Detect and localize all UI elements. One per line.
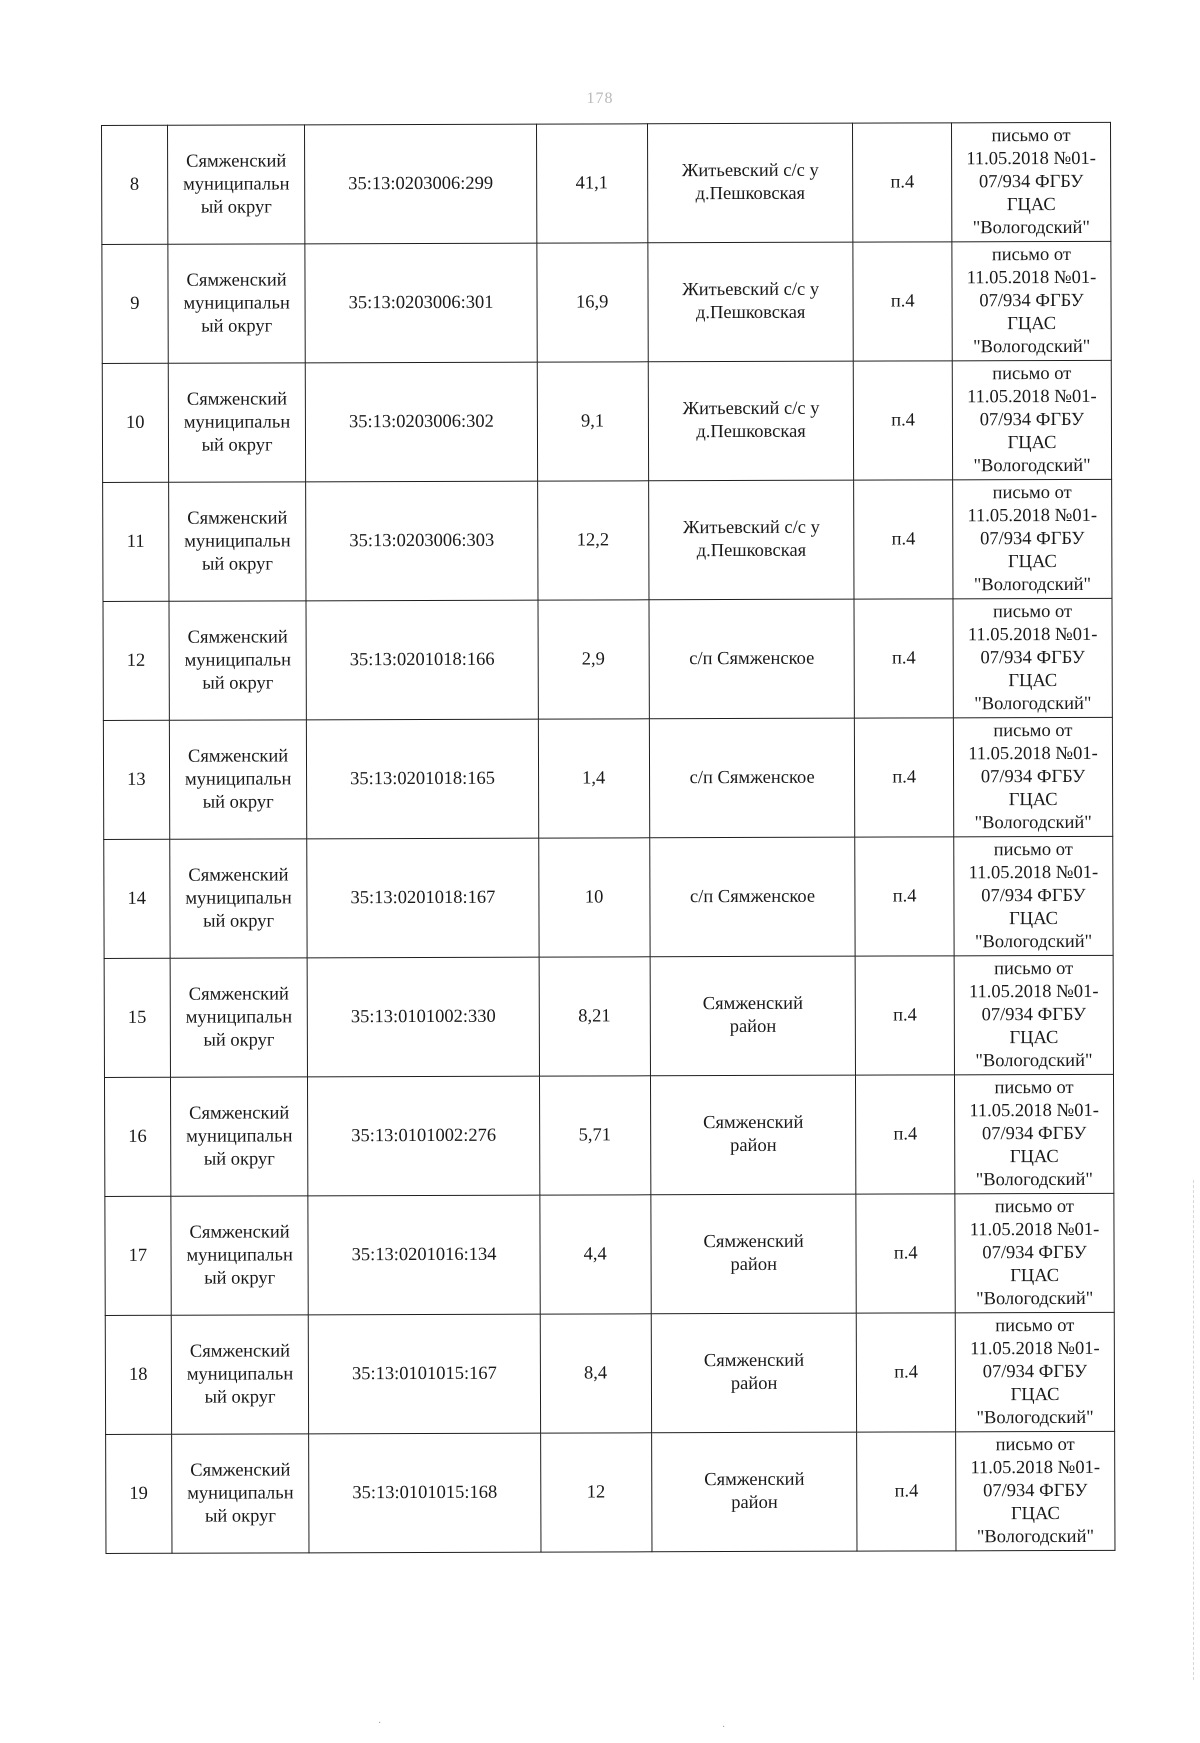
- basis-note-line: 11.05.2018 №01-: [968, 743, 1098, 764]
- clause-cell: п.4: [854, 361, 953, 480]
- district-line: муниципальн: [184, 649, 292, 671]
- basis-note-line: ГЦАС: [1009, 908, 1058, 929]
- cadastral-number-cell: 35:13:0201018:166: [306, 600, 537, 720]
- district-line: муниципальн: [185, 887, 292, 909]
- basis-note-line: 07/934 ФГБУ: [981, 1123, 1087, 1144]
- district-cell: [168, 482, 306, 601]
- cadastral-number-cell: 35:13:0203006:303: [306, 481, 537, 601]
- district-line: Сямженский: [187, 626, 288, 648]
- district-cell: [170, 958, 308, 1077]
- district-line: ый округ: [204, 1505, 277, 1527]
- basis-note-line: ГЦАС: [1007, 432, 1057, 453]
- basis-note-line: письмо от: [992, 363, 1072, 384]
- basis-note-line: 11.05.2018 №01-: [966, 148, 1096, 169]
- basis-note-line: письмо от: [993, 720, 1073, 741]
- district-line: Сямженский: [187, 507, 288, 529]
- basis-note-line: 07/934 ФГБУ: [979, 290, 1084, 311]
- location-cell: [649, 599, 855, 719]
- location-cell: [649, 718, 855, 838]
- scan-speck: ·: [378, 1718, 382, 1729]
- location-cell: [651, 1194, 857, 1314]
- basis-note-line: "Вологодский": [972, 217, 1090, 238]
- clause-cell: п.4: [855, 718, 954, 837]
- district-line: ый округ: [203, 910, 275, 932]
- district-line: ый округ: [204, 1386, 276, 1408]
- district-cell: [167, 125, 305, 244]
- basis-note-line: 07/934 ФГБУ: [979, 409, 1085, 430]
- basis-note-line: 11.05.2018 №01-: [969, 1100, 1099, 1121]
- row-number-cell: 12: [103, 601, 169, 720]
- area-cell: 16,9: [536, 243, 648, 362]
- location-line: Житьевский с/с у: [682, 517, 820, 539]
- district-line: Сямженский: [186, 150, 287, 172]
- district-cell: [171, 1196, 309, 1315]
- location-cell: [647, 123, 853, 243]
- table-body: [102, 122, 1115, 1553]
- table-row: [102, 360, 1111, 482]
- district-line: Сямженский: [189, 1221, 290, 1243]
- table-row: [104, 1074, 1113, 1196]
- district-line: Сямженский: [186, 388, 288, 410]
- cadastral-number-cell: 35:13:0201016:134: [308, 1195, 539, 1315]
- basis-note-line: письмо от: [993, 839, 1073, 860]
- basis-note-line: 07/934 ФГБУ: [980, 528, 1085, 549]
- area-cell: 10: [538, 838, 650, 957]
- basis-note-line: 11.05.2018 №01-: [966, 267, 1097, 288]
- basis-note-line: "Вологодский": [974, 931, 1093, 952]
- district-cell: [169, 720, 307, 839]
- location-line: Житьевский с/с у: [682, 279, 820, 301]
- basis-note-line: ГЦАС: [1010, 1384, 1060, 1405]
- row-number-cell: 13: [103, 720, 169, 839]
- basis-note-line: "Вологодский": [973, 455, 1091, 476]
- district-line: ый округ: [203, 1029, 275, 1051]
- basis-note-cell: [954, 836, 1113, 955]
- table-row: [103, 717, 1112, 839]
- area-cell: 5,71: [539, 1076, 651, 1195]
- basis-note-cell: [952, 360, 1111, 479]
- location-cell: [648, 242, 854, 362]
- district-line: муниципальн: [186, 1244, 293, 1266]
- basis-note-line: 07/934 ФГБУ: [982, 1242, 1087, 1263]
- basis-note-line: 11.05.2018 №01-: [970, 1338, 1100, 1359]
- area-cell: 9,1: [537, 362, 649, 481]
- basis-note-line: 11.05.2018 №01-: [968, 862, 1099, 883]
- location-cell: [648, 361, 854, 481]
- district-line: муниципальн: [186, 1363, 294, 1385]
- district-cell: [169, 839, 307, 958]
- district-line: Сямженский: [189, 1102, 290, 1124]
- table-row: [106, 1431, 1115, 1553]
- district-line: муниципальн: [184, 768, 292, 790]
- location-cell: [650, 837, 856, 957]
- basis-note-line: ГЦАС: [1008, 789, 1058, 810]
- district-line: муниципальн: [183, 292, 290, 314]
- basis-note-line: письмо от: [991, 125, 1071, 146]
- basis-note-line: ГЦАС: [1008, 670, 1058, 691]
- basis-note-cell: [956, 1431, 1115, 1550]
- row-number-cell: 14: [104, 839, 170, 958]
- district-line: Сямженский: [186, 269, 287, 291]
- basis-note-line: ГЦАС: [1010, 1503, 1060, 1524]
- table-row: [104, 955, 1113, 1077]
- cadastral-number-cell: 35:13:0101002:276: [308, 1076, 539, 1196]
- location-line: с/п Сямженское: [689, 767, 815, 788]
- area-cell: 41,1: [536, 124, 648, 243]
- row-number-cell: 19: [106, 1434, 172, 1553]
- basis-note-line: "Вологодский": [974, 812, 1092, 833]
- area-cell: 4,4: [539, 1195, 651, 1314]
- basis-note-line: ГЦАС: [1009, 1027, 1059, 1048]
- cadastral-number-cell: 35:13:0203006:302: [306, 362, 537, 482]
- basis-note-line: письмо от: [992, 482, 1072, 503]
- basis-note-line: "Вологодский": [976, 1526, 1095, 1547]
- basis-note-line: ГЦАС: [1010, 1265, 1060, 1286]
- scan-speck: ·: [722, 1722, 726, 1733]
- location-cell: [651, 1313, 857, 1433]
- district-line: муниципальн: [187, 1482, 294, 1504]
- table-row: [103, 479, 1112, 601]
- cadastral-number-cell: 35:13:0101015:168: [309, 1433, 540, 1553]
- table-row: [105, 1312, 1114, 1434]
- district-line: ый округ: [202, 672, 274, 694]
- location-line: с/п Сямженское: [689, 648, 815, 669]
- location-cell: [648, 480, 854, 600]
- cadastral-number-cell: 35:13:0201018:167: [307, 838, 538, 958]
- basis-note-line: 07/934 ФГБУ: [978, 171, 1084, 192]
- basis-note-line: 11.05.2018 №01-: [967, 505, 1097, 526]
- table-row: [104, 836, 1113, 958]
- location-line: Сямженский: [703, 1112, 804, 1134]
- basis-note-cell: [953, 598, 1112, 717]
- area-cell: 1,4: [538, 719, 650, 838]
- basis-note-line: ГЦАС: [1007, 551, 1057, 572]
- location-line: район: [730, 1254, 777, 1276]
- basis-note-cell: [955, 1193, 1114, 1312]
- basis-note-cell: [954, 955, 1113, 1074]
- district-line: муниципальн: [184, 530, 291, 552]
- basis-note-line: ГЦАС: [1007, 313, 1057, 334]
- location-line: Житьевский с/с у: [682, 398, 820, 420]
- clause-cell: п.4: [856, 1194, 955, 1313]
- district-line: муниципальн: [186, 1125, 293, 1147]
- row-number-cell: 18: [105, 1315, 171, 1434]
- district-line: ый округ: [201, 315, 273, 337]
- district-line: ый округ: [201, 553, 274, 575]
- row-number-cell: 15: [104, 958, 170, 1077]
- basis-note-line: 07/934 ФГБУ: [981, 1004, 1087, 1025]
- basis-note-line: ГЦАС: [1006, 194, 1056, 215]
- table-row: [105, 1193, 1114, 1315]
- basis-note-line: 07/934 ФГБУ: [981, 885, 1086, 906]
- basis-note-cell: [951, 122, 1110, 241]
- basis-note-line: письмо от: [991, 244, 1071, 265]
- table-row: [102, 122, 1111, 244]
- clause-cell: п.4: [857, 1432, 956, 1551]
- row-number-cell: 11: [103, 482, 169, 601]
- basis-note-line: 07/934 ФГБУ: [980, 647, 1085, 668]
- district-cell: [168, 363, 306, 482]
- basis-note-line: "Вологодский": [973, 336, 1091, 357]
- clause-cell: п.4: [855, 837, 954, 956]
- cadastral-number-cell: 35:13:0101002:330: [308, 957, 539, 1077]
- basis-note-cell: [954, 1074, 1113, 1193]
- area-cell: 2,9: [538, 600, 650, 719]
- location-cell: [650, 956, 856, 1076]
- district-cell: [171, 1315, 309, 1434]
- district-line: муниципальн: [183, 411, 291, 433]
- clause-cell: п.4: [853, 123, 952, 242]
- basis-note-line: письмо от: [994, 1196, 1074, 1217]
- basis-note-line: 07/934 ФГБУ: [980, 766, 1086, 787]
- district-line: ый округ: [201, 434, 273, 456]
- location-line: д.Пешковская: [695, 183, 806, 205]
- location-line: район: [729, 1016, 777, 1038]
- basis-note-line: 11.05.2018 №01-: [970, 1457, 1100, 1478]
- page-number: 178: [586, 90, 614, 107]
- basis-note-cell: [953, 479, 1112, 598]
- basis-note-line: "Вологодский": [976, 1288, 1094, 1309]
- clause-cell: п.4: [854, 480, 953, 599]
- clause-cell: п.4: [853, 242, 952, 361]
- scan-edge-marks: [1193, 1180, 1200, 1680]
- location-line: Сямженский: [703, 1231, 804, 1253]
- cadastral-number-cell: 35:13:0201018:165: [307, 719, 538, 839]
- district-line: ый округ: [204, 1267, 276, 1289]
- basis-note-cell: [953, 717, 1112, 836]
- location-line: Сямженский: [703, 1350, 805, 1372]
- basis-note-line: письмо от: [992, 601, 1073, 622]
- district-cell: [168, 244, 306, 363]
- area-cell: 12: [540, 1433, 652, 1552]
- basis-note-line: 07/934 ФГБУ: [983, 1480, 1088, 1501]
- district-cell: [169, 601, 307, 720]
- basis-note-line: письмо от: [995, 1315, 1075, 1336]
- location-line: с/п Сямженское: [689, 886, 816, 907]
- area-cell: 8,21: [539, 957, 651, 1076]
- location-line: Сямженский: [704, 1469, 805, 1491]
- location-line: д.Пешковская: [695, 302, 806, 324]
- basis-note-line: 07/934 ФГБУ: [982, 1361, 1088, 1382]
- district-line: муниципальн: [185, 1006, 293, 1028]
- location-line: район: [731, 1492, 778, 1514]
- row-number-cell: 17: [105, 1196, 171, 1315]
- basis-note-line: "Вологодский": [975, 1169, 1093, 1190]
- row-number-cell: 10: [102, 363, 168, 482]
- location-line: район: [730, 1373, 778, 1395]
- clause-cell: п.4: [857, 1313, 956, 1432]
- cadastral-number-cell: 35:13:0203006:301: [305, 243, 536, 363]
- basis-note-line: 11.05.2018 №01-: [967, 624, 1098, 645]
- location-line: Сямженский: [702, 993, 804, 1015]
- clause-cell: п.4: [856, 956, 955, 1075]
- basis-note-line: письмо от: [994, 1077, 1074, 1098]
- district-cell: [171, 1434, 309, 1553]
- location-cell: [650, 1075, 856, 1195]
- basis-note-line: письмо от: [994, 958, 1074, 979]
- row-number-cell: 9: [102, 244, 168, 363]
- district-line: Сямженский: [190, 1459, 291, 1481]
- basis-note-cell: [955, 1312, 1114, 1431]
- basis-note-line: 11.05.2018 №01-: [967, 386, 1097, 407]
- row-number-cell: 16: [104, 1077, 170, 1196]
- basis-note-line: "Вологодский": [973, 574, 1092, 595]
- area-cell: 8,4: [540, 1314, 652, 1433]
- basis-note-line: "Вологодский": [976, 1407, 1094, 1428]
- location-line: район: [730, 1135, 777, 1157]
- location-line: д.Пешковская: [696, 540, 807, 562]
- basis-note-line: "Вологодский": [975, 1050, 1093, 1071]
- basis-note-cell: [952, 241, 1111, 360]
- district-line: Сямженский: [188, 983, 289, 1005]
- district-line: муниципальн: [183, 173, 290, 195]
- location-cell: [651, 1432, 857, 1552]
- district-line: ый округ: [203, 1148, 275, 1170]
- table-row: [103, 598, 1112, 720]
- clause-cell: п.4: [856, 1075, 955, 1194]
- land-plot-table: [101, 122, 1115, 1554]
- location-line: д.Пешковская: [696, 421, 806, 443]
- row-number-cell: 8: [102, 125, 168, 244]
- basis-note-line: письмо от: [995, 1434, 1075, 1455]
- basis-note-line: 11.05.2018 №01-: [968, 981, 1099, 1002]
- table-row: [102, 241, 1111, 363]
- district-cell: [170, 1077, 308, 1196]
- clause-cell: п.4: [854, 599, 953, 718]
- district-line: Сямженский: [187, 745, 289, 767]
- basis-note-line: "Вологодский": [974, 693, 1092, 714]
- area-cell: 12,2: [537, 481, 649, 600]
- district-line: Сямженский: [189, 1340, 291, 1362]
- district-line: ый округ: [200, 196, 272, 218]
- cadastral-number-cell: 35:13:0101015:167: [309, 1314, 540, 1434]
- basis-note-line: 11.05.2018 №01-: [969, 1219, 1100, 1240]
- district-line: Сямженский: [188, 864, 289, 886]
- location-line: Житьевский с/с у: [681, 160, 819, 182]
- basis-note-line: ГЦАС: [1009, 1146, 1059, 1167]
- cadastral-number-cell: 35:13:0203006:299: [305, 124, 536, 244]
- district-line: ый округ: [202, 791, 274, 813]
